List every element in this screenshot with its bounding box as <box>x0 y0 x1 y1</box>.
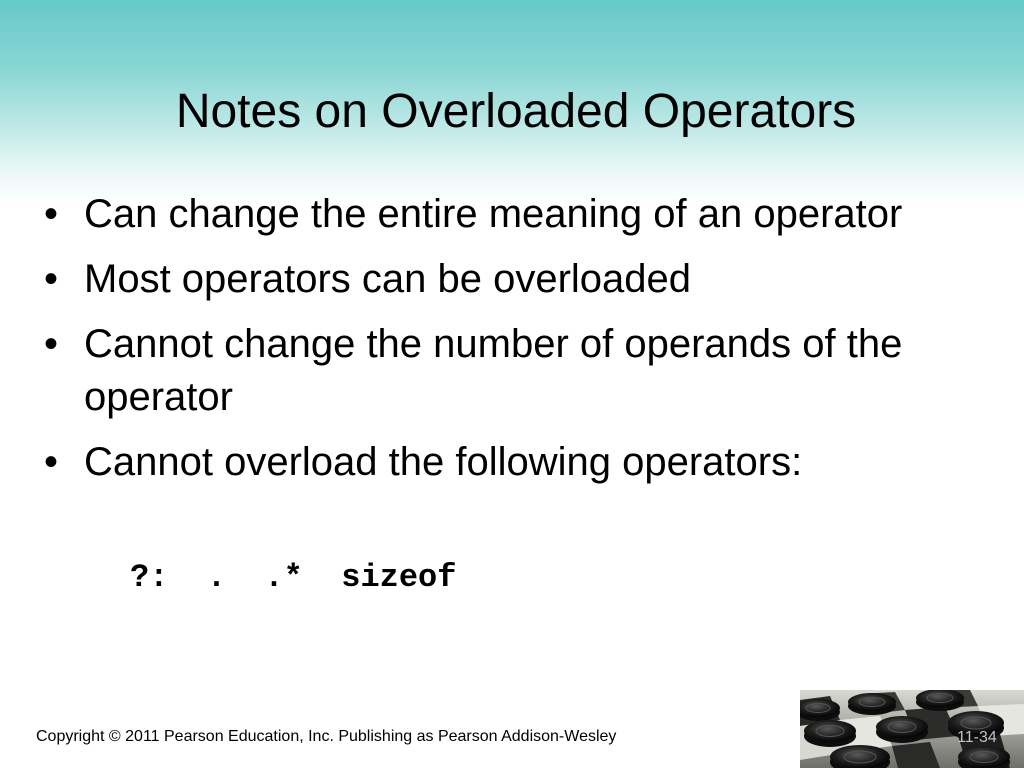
bullet-icon: • <box>44 192 59 236</box>
bullet-text: Cannot change the number of operands of the operator <box>84 322 903 419</box>
bullet-item <box>44 188 974 241</box>
operator-list: ?: . .* sizeof <box>130 559 457 596</box>
bullet-text: Most operators can be overloaded <box>84 257 692 301</box>
bullet-text: Can change the entire meaning of an operator <box>84 192 903 236</box>
bullet-item <box>44 318 974 424</box>
bullet-list <box>44 188 974 501</box>
bullet-icon: • <box>44 322 59 366</box>
bullet-icon: • <box>44 440 59 484</box>
bullet-icon: • <box>44 257 59 301</box>
copyright-notice: Copyright © 2011 Pearson Education, Inc. Publishing as Pearson Addison-Wesley <box>36 728 617 745</box>
slide-title: Notes on Overloaded Operators <box>175 85 857 138</box>
bullet-item <box>44 253 974 306</box>
bullet-item <box>44 436 974 489</box>
slide-number: 11-34 <box>957 729 997 746</box>
bullet-text: Cannot overload the following operators: <box>84 440 803 484</box>
